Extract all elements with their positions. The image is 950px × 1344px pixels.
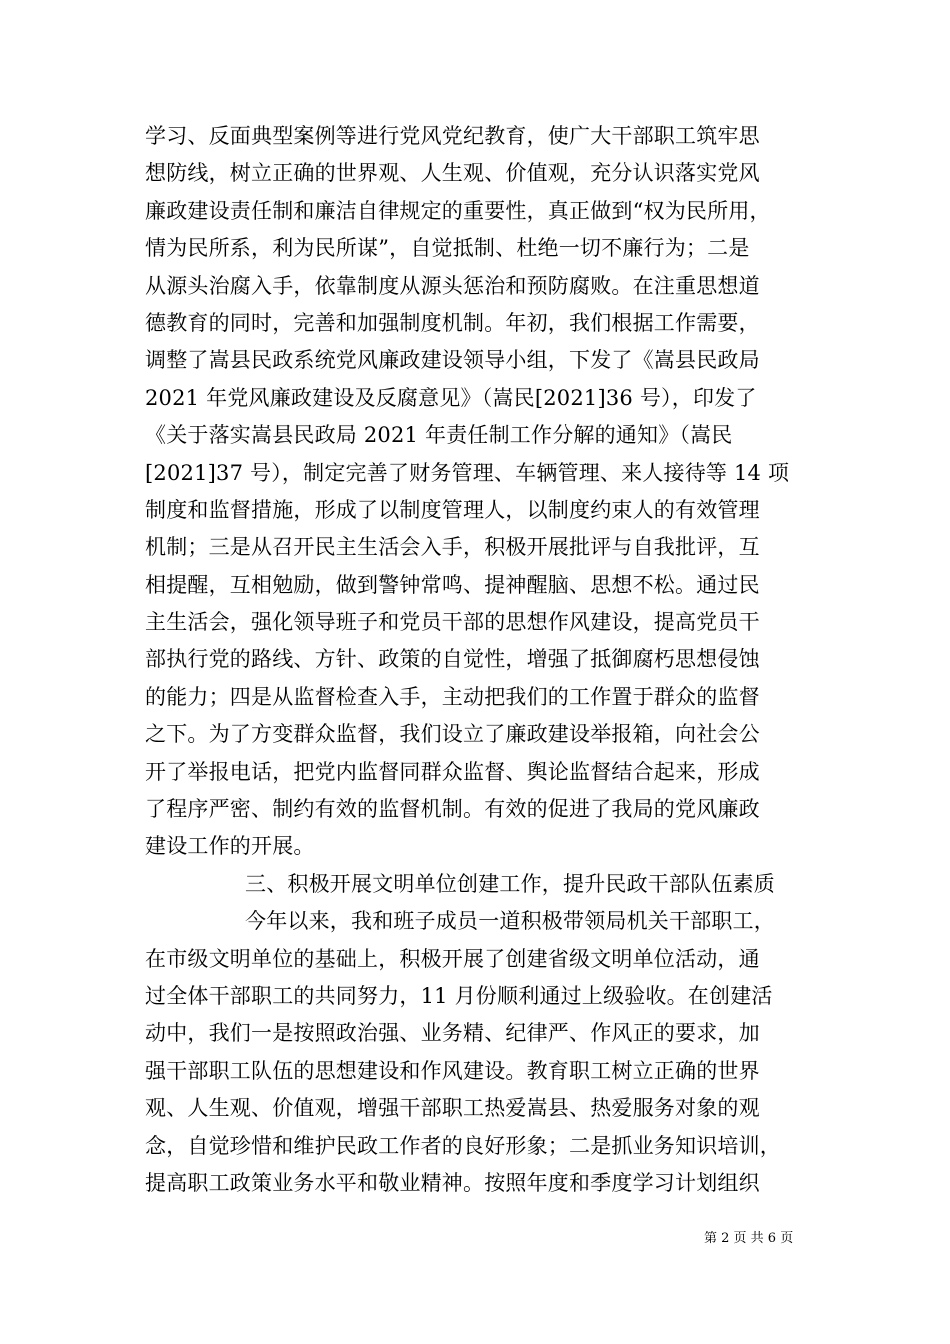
text-line: 过全体干部职工的共同努力，11 月份顺利通过上级验收。在创建活 [145, 983, 773, 1008]
text-line: 机制；三是从召开民主生活会入手，积极开展批评与自我批评，互 [145, 535, 760, 560]
text-line: 开了举报电话，把党内监督同群众监督、舆论监督结合起来，形成 [145, 759, 760, 784]
text-line: 制度和监督措施，形成了以制度管理人，以制度约束人的有效管理 [145, 497, 760, 522]
text-line: 学习、反面典型案例等进行党风党纪教育，使广大干部职工筑牢思 [145, 124, 760, 148]
text-line: 2021 年党风廉政建设及反腐意见》（嵩民[2021]36 号），印发了 [145, 385, 757, 410]
text-line: 德教育的同时，完善和加强制度机制。年初，我们根据工作需要， [145, 310, 760, 335]
text-line: 调整了嵩县民政系统党风廉政建设领导小组，下发了《嵩县民政局 [145, 348, 760, 373]
text-line: 主生活会，强化领导班子和党员干部的思想作风建设，提高党员干 [145, 610, 760, 635]
section-heading: 三、积极开展文明单位创建工作，提升民政干部队伍素质 [245, 871, 775, 896]
text-line: 部执行党的路线、方针、政策的自觉性，增强了抵御腐朽思想侵蚀 [145, 647, 760, 672]
text-line: 提高职工政策业务水平和敬业精神。按照年度和季度学习计划组织 [145, 1170, 760, 1195]
text-line: [2021]37 号），制定完善了财务管理、车辆管理、来人接待等 14 项 [145, 460, 790, 485]
text-line: 想防线，树立正确的世界观、人生观、价值观，充分认识落实党风 [145, 161, 760, 186]
text-line: 之下。为了方变群众监督，我们设立了廉政建设举报箱，向社会公 [145, 722, 760, 747]
text-line-indented: 今年以来，我和班子成员一道积极带领局机关干部职工， [245, 909, 775, 934]
text-line: 观、人生观、价值观，增强干部职工热爱嵩县、热爱服务对象的观 [145, 1096, 760, 1121]
text-line: 的能力；四是从监督检查入手，主动把我们的工作置于群众的监督 [145, 684, 760, 709]
text-line: 在市级文明单位的基础上，积极开展了创建省级文明单位活动，通 [145, 946, 760, 971]
text-line: 强干部职工队伍的思想建设和作风建设。教育职工树立正确的世界 [145, 1058, 760, 1083]
text-line: 相提醒，互相勉励，做到警钟常鸣、提神醒脑、思想不松。通过民 [145, 572, 760, 597]
text-line: 从源头治腐入手，依靠制度从源头惩治和预防腐败。在注重思想道 [145, 273, 760, 298]
text-line: 建设工作的开展。 [145, 834, 315, 859]
text-line: 情为民所系，利为民所谋”，自觉抵制、杜绝一切不廉行为；二是 [145, 236, 750, 261]
text-line: 了程序严密、制约有效的监督机制。有效的促进了我局的党风廉政 [145, 797, 760, 822]
text-line: 动中，我们一是按照政治强、业务精、纪律严、作风正的要求，加 [145, 1021, 760, 1046]
text-line: 廉政建设责任制和廉洁自律规定的重要性，真正做到“权为民所用， [145, 198, 771, 223]
page-number-footer: 第 2 页 共 6 页 [704, 1231, 794, 1246]
text-line: 念，自觉珍惜和维护民政工作者的良好形象；二是抓业务知识培训， [145, 1133, 781, 1158]
text-line: 《关于落实嵩县民政局 2021 年责任制工作分解的通知》（嵩民 [145, 423, 733, 448]
body-text [145, 118, 815, 1202]
